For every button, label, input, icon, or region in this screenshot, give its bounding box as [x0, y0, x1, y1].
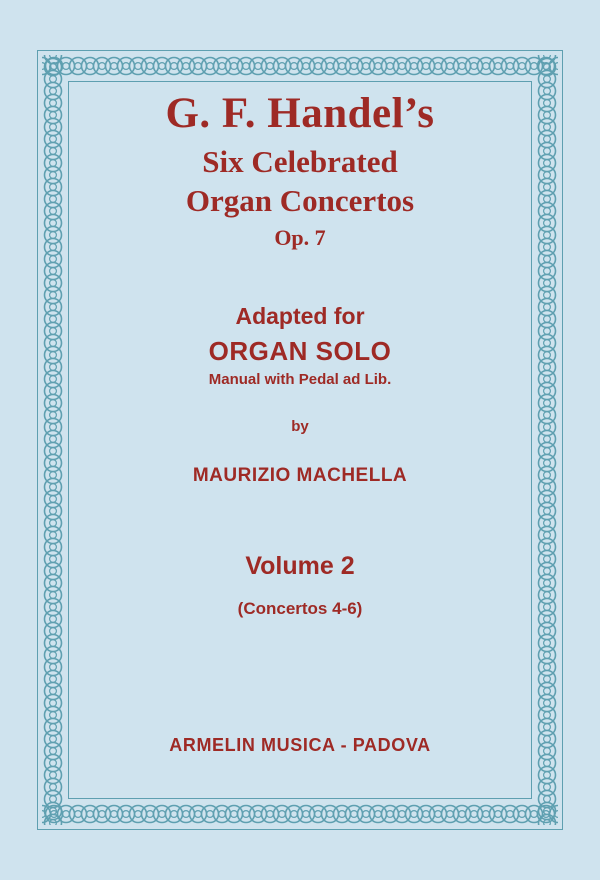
contents-label: (Concertos 4-6) [237, 598, 363, 618]
ornament-band-bottom [42, 803, 558, 825]
work-title-line-2: Organ Concertos [185, 183, 415, 219]
composer-title: G. F. Handel’s [165, 90, 435, 137]
publisher-label: ARMELIN MUSICA - PADOVA [169, 735, 431, 755]
adapted-for-label: Adapted for [235, 302, 365, 329]
opus-number: Op. 7 [274, 224, 326, 250]
work-title-line-1: Six Celebrated [202, 144, 398, 180]
instrument-note: Manual with Pedal ad Lib. [208, 370, 392, 388]
instrument-label: ORGAN SOLO [208, 335, 392, 366]
author-name: MAURIZIO MACHELLA [192, 464, 408, 486]
ornament-band-right [536, 55, 558, 825]
volume-label: Volume 2 [245, 551, 355, 580]
by-label: by [291, 417, 309, 435]
ornament-band-top [42, 55, 558, 77]
cover-text-block [70, 90, 530, 619]
ornament-band-left [42, 55, 64, 825]
